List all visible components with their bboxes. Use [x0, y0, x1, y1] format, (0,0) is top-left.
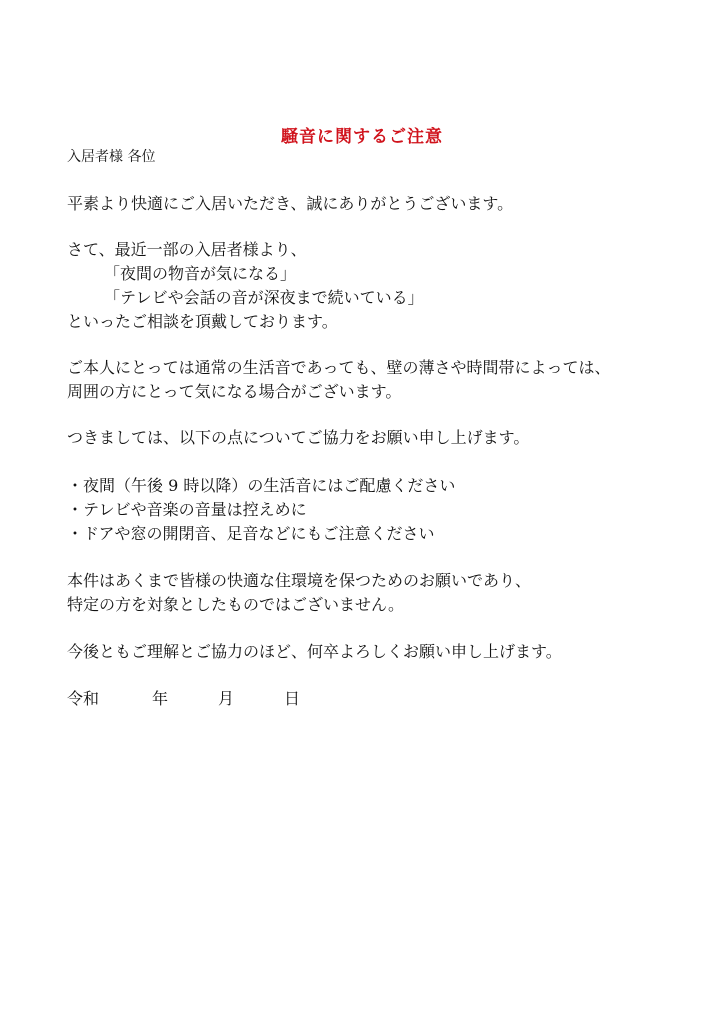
intro-line-2: といったご相談を頂戴しております。	[67, 312, 338, 331]
date-month-label: 月	[218, 689, 235, 708]
date-year-label: 年	[152, 689, 169, 708]
explanation-line-1: ご本人にとっては通常の生活音であっても、壁の薄さや時間帯によっては、	[67, 358, 611, 377]
explanation-line-2: 周囲の方にとって気になる場合がございます。	[67, 382, 402, 401]
document-title: 騒音に関するご注意	[281, 127, 443, 147]
intro-quote-2: 「テレビや会話の音が深夜まで続いている」	[104, 288, 424, 307]
greeting-text: 平素より快適にご入居いただき、誠にありがとうございます。	[67, 194, 514, 213]
request-intro: つきましては、以下の点についてご協力をお願い申し上げます。	[67, 428, 530, 447]
request-item-2: ・テレビや音楽の音量は控えめに	[67, 500, 307, 519]
date-era: 令和	[67, 689, 100, 708]
date-day-label: 日	[284, 689, 301, 708]
intro-quote-1: 「夜間の物音が気になる」	[104, 264, 297, 283]
addressee: 入居者様 各位	[67, 149, 156, 165]
note-line-1: 本件はあくまで皆様の快適な住環境を保つためのお願いであり、	[67, 571, 532, 590]
request-item-1: ・夜間（午後 9 時以降）の生活音にはご配慮ください	[67, 476, 456, 495]
request-item-3: ・ドアや窓の開閉音、足音などにもご注意ください	[67, 524, 435, 543]
intro-line-1: さて、最近一部の入居者様より、	[67, 240, 307, 259]
note-line-2: 特定の方を対象としたものではございません。	[67, 595, 404, 614]
closing-text: 今後ともご理解とご協力のほど、何卒よろしくお願い申し上げます。	[67, 642, 562, 661]
